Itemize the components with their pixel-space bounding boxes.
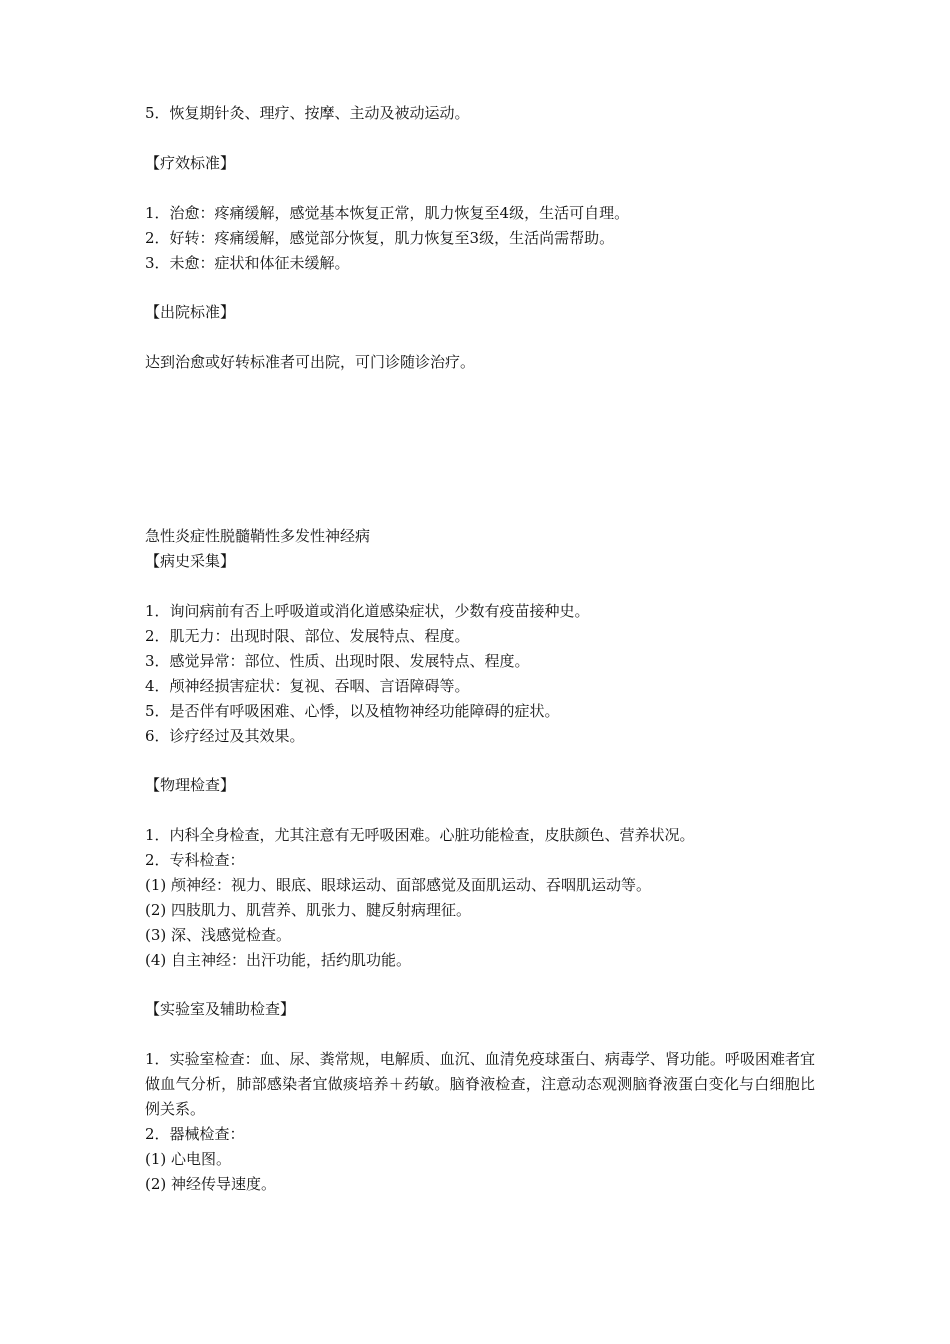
efficacy-item: 3．未愈：症状和体征未缓解。 xyxy=(145,254,350,272)
physical-item: (4) 自主神经：出汗功能，括约肌功能。 xyxy=(145,951,412,969)
efficacy-item: 1．治愈：疼痛缓解，感觉基本恢复正常，肌力恢复至4级，生活可自理。 xyxy=(145,204,630,222)
history-item: 3．感觉异常：部位、性质、出现时限、发展特点、程度。 xyxy=(145,652,530,670)
lab-item: (2) 神经传导速度。 xyxy=(145,1175,277,1193)
physical-heading: 【物理检查】 xyxy=(145,776,236,794)
physical-item: (1) 颅神经：视力、眼底、眼球运动、面部感觉及面肌运动、吞咽肌运动等。 xyxy=(145,876,652,894)
efficacy-heading: 【疗效标准】 xyxy=(145,154,236,172)
physical-item: (2) 四肢肌力、肌营养、肌张力、腱反射病理征。 xyxy=(145,901,472,919)
treatment-item-5: 5．恢复期针灸、理疗、按摩、主动及被动运动。 xyxy=(145,104,470,122)
lab-heading: 【实验室及辅助检查】 xyxy=(145,1000,296,1018)
history-heading: 【病史采集】 xyxy=(145,552,236,570)
lab-item-paragraph: 1．实验室检查：血、尿、粪常规，电解质、血沉、血清免疫球蛋白、病毒学、肾功能。呼吸困难者宜做血气分析，肺部感染者宜做痰培养＋药敏。脑脊液检查，注意动态观测脑脊液蛋白变化与白细胞比例关系。 xyxy=(145,1050,815,1118)
physical-item: (3) 深、浅感觉检查。 xyxy=(145,926,292,944)
discharge-heading: 【出院标准】 xyxy=(145,303,236,321)
disease-title: 急性炎症性脱髓鞘性多发性神经病 xyxy=(145,527,371,545)
discharge-text: 达到治愈或好转标准者可出院，可门诊随诊治疗。 xyxy=(145,353,476,371)
history-item: 6．诊疗经过及其效果。 xyxy=(145,727,305,745)
history-item: 4．颅神经损害症状：复视、吞咽、言语障碍等。 xyxy=(145,677,470,695)
lab-item: 2．器械检查： xyxy=(145,1125,245,1143)
physical-item: 1．内科全身检查，尤其注意有无呼吸困难。心脏功能检查，皮肤颜色、营养状况。 xyxy=(145,826,695,844)
physical-item: 2．专科检查： xyxy=(145,851,245,869)
efficacy-item: 2．好转：疼痛缓解，感觉部分恢复，肌力恢复至3级，生活尚需帮助。 xyxy=(145,229,615,247)
history-item: 2．肌无力：出现时限、部位、发展特点、程度。 xyxy=(145,627,470,645)
lab-item: (1) 心电图。 xyxy=(145,1150,232,1168)
history-item: 1．询问病前有否上呼吸道或消化道感染症状，少数有疫苗接种史。 xyxy=(145,602,590,620)
history-item: 5．是否伴有呼吸困难、心悸，以及植物神经功能障碍的症状。 xyxy=(145,702,560,720)
